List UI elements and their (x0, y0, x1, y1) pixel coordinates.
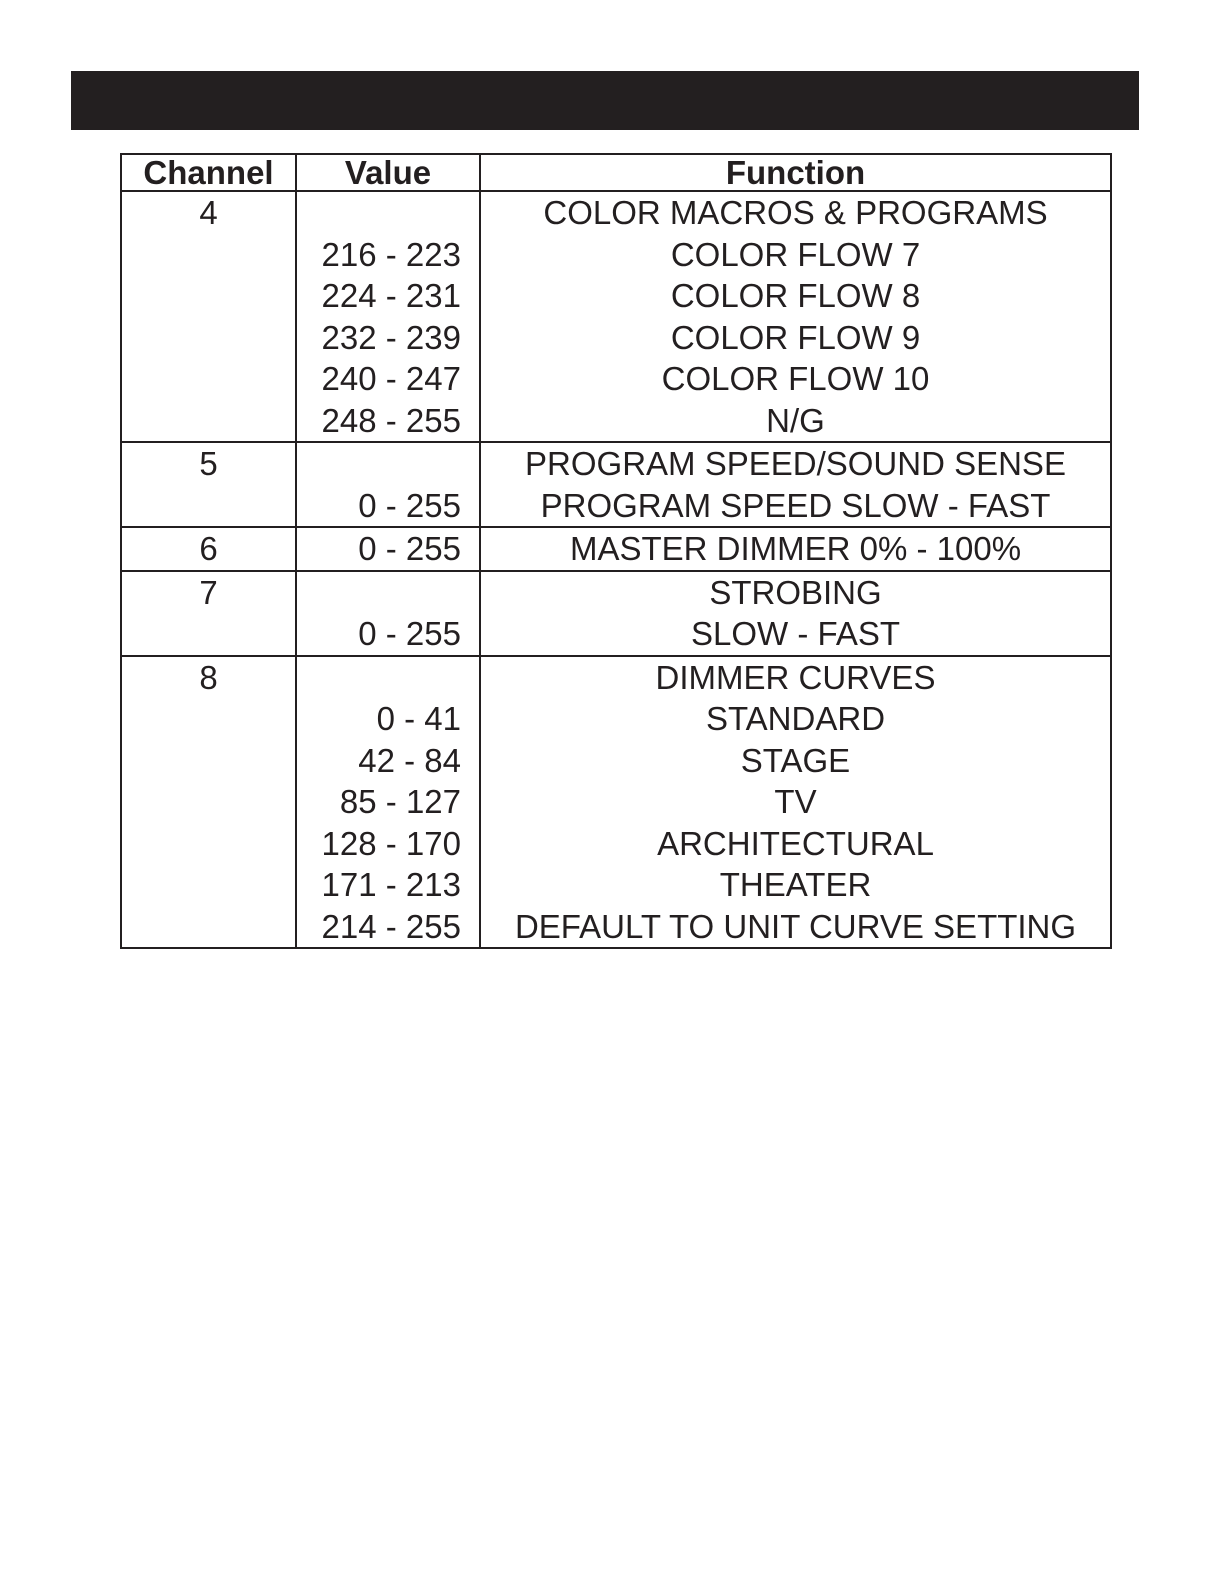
channel-cell: 6 (121, 527, 296, 571)
channel-cell (121, 317, 296, 359)
channel-cell (121, 485, 296, 528)
table-row (121, 358, 1111, 400)
value-cell: 0 - 41 (296, 698, 480, 740)
value-cell: 248 - 255 (296, 400, 480, 443)
table-row (121, 571, 1111, 614)
value-cell: 85 - 127 (296, 781, 480, 823)
table-row (121, 906, 1111, 949)
function-cell: THEATER (480, 864, 1111, 906)
table-row (121, 781, 1111, 823)
column-header-channel: Channel (121, 154, 296, 191)
channel-cell (121, 823, 296, 865)
function-cell: STAGE (480, 740, 1111, 782)
channel-cell: 4 (121, 191, 296, 234)
channel-cell (121, 613, 296, 656)
table-row (121, 442, 1111, 485)
function-cell: COLOR FLOW 9 (480, 317, 1111, 359)
table-row (121, 275, 1111, 317)
channel-cell (121, 234, 296, 276)
channel-cell (121, 358, 296, 400)
value-cell (296, 442, 480, 485)
table-row (121, 527, 1111, 571)
value-cell (296, 191, 480, 234)
function-cell: COLOR FLOW 7 (480, 234, 1111, 276)
channel-cell: 5 (121, 442, 296, 485)
table-row (121, 823, 1111, 865)
column-header-function: Function (480, 154, 1111, 191)
function-cell: COLOR MACROS & PROGRAMS (480, 191, 1111, 234)
value-cell: 240 - 247 (296, 358, 480, 400)
function-cell: STROBING (480, 571, 1111, 614)
channel-cell (121, 906, 296, 949)
table-row (121, 191, 1111, 234)
table-row (121, 234, 1111, 276)
table-row (121, 656, 1111, 699)
channel-cell (121, 698, 296, 740)
table-row (121, 864, 1111, 906)
table-row (121, 740, 1111, 782)
channel-cell (121, 740, 296, 782)
value-cell: 224 - 231 (296, 275, 480, 317)
table-row (121, 698, 1111, 740)
table-row (121, 400, 1111, 443)
value-cell: 216 - 223 (296, 234, 480, 276)
function-cell: DIMMER CURVES (480, 656, 1111, 699)
channel-cell (121, 781, 296, 823)
function-cell: STANDARD (480, 698, 1111, 740)
value-cell: 214 - 255 (296, 906, 480, 949)
value-cell: 171 - 213 (296, 864, 480, 906)
function-cell: COLOR FLOW 10 (480, 358, 1111, 400)
channel-cell (121, 275, 296, 317)
table-body (121, 191, 1111, 948)
value-cell: 0 - 255 (296, 613, 480, 656)
channel-cell: 7 (121, 571, 296, 614)
function-cell: SLOW - FAST (480, 613, 1111, 656)
function-cell: DEFAULT TO UNIT CURVE SETTING (480, 906, 1111, 949)
value-cell (296, 656, 480, 699)
function-cell: COLOR FLOW 8 (480, 275, 1111, 317)
function-cell: PROGRAM SPEED SLOW - FAST (480, 485, 1111, 528)
channel-cell (121, 400, 296, 443)
dmx-channel-table (120, 153, 1112, 949)
value-cell: 42 - 84 (296, 740, 480, 782)
value-cell: 0 - 255 (296, 485, 480, 528)
value-cell: 128 - 170 (296, 823, 480, 865)
header-bar (71, 71, 1139, 130)
function-cell: PROGRAM SPEED/SOUND SENSE (480, 442, 1111, 485)
function-cell: N/G (480, 400, 1111, 443)
function-cell: TV (480, 781, 1111, 823)
value-cell (296, 571, 480, 614)
channel-cell (121, 864, 296, 906)
table-row (121, 317, 1111, 359)
function-cell: MASTER DIMMER 0% - 100% (480, 527, 1111, 571)
channel-cell: 8 (121, 656, 296, 699)
function-cell: ARCHITECTURAL (480, 823, 1111, 865)
table-row (121, 613, 1111, 656)
column-header-value: Value (296, 154, 480, 191)
table-header-row (121, 154, 1111, 191)
value-cell: 0 - 255 (296, 527, 480, 571)
value-cell: 232 - 239 (296, 317, 480, 359)
table-row (121, 485, 1111, 528)
